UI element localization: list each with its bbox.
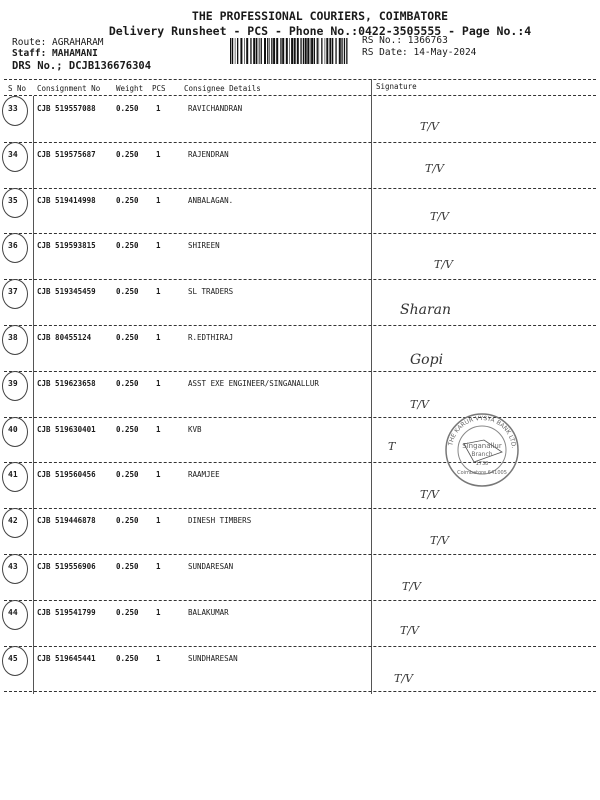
table-top-rule [4, 79, 596, 80]
row-weight: 0.250 [116, 195, 139, 205]
row-consignee: R.EDTHIRAJ [188, 333, 234, 342]
route-label: Route: AGRAHARAM [12, 37, 104, 48]
row-divider [4, 646, 596, 647]
row-consignment-no: CJB 519557088 [37, 104, 96, 113]
table-row [0, 196, 600, 242]
col-header-weight: Weight [116, 84, 144, 93]
row-sno: 35 [8, 195, 18, 205]
row-weight: 0.250 [116, 378, 139, 388]
staff-label: Staff: MAHAMANI [12, 48, 98, 59]
row-consignee: DINESH TIMBERS [188, 516, 252, 526]
row-sno: 37 [8, 287, 18, 297]
row-consignee: RAVICHANDRAN [188, 104, 243, 113]
row-weight: 0.250 [116, 424, 139, 434]
row-weight: 0.250 [116, 607, 139, 617]
col-header-signature: Signature [376, 82, 417, 91]
col-header-sno: S No [8, 84, 27, 93]
signature-mark: T/V [434, 258, 453, 271]
row-consignee: KVB [188, 424, 202, 434]
row-pcs: 1 [156, 378, 161, 388]
row-sno: 44 [8, 607, 18, 617]
row-consignment-no: CJB 80455124 [37, 333, 92, 342]
col-header-consignment: Consignment No [37, 84, 101, 93]
signature-mark: T/V [400, 624, 419, 637]
row-sno: 34 [8, 149, 18, 159]
row-divider [4, 691, 596, 692]
row-pcs: 1 [156, 653, 161, 663]
runsheet-subtitle: Delivery Runsheet - PCS - Phone No.:0422-3505555 - Page No.:4 [108, 24, 532, 38]
row-consignee: SUNDARESAN [188, 562, 234, 571]
row-pcs: 1 [156, 104, 161, 113]
row-consignment-no: CJB 519560456 [37, 470, 96, 480]
signature-mark: T/V [420, 120, 439, 133]
table-row [0, 104, 600, 150]
drs-number: DRS No.; DCJB136676304 [12, 60, 152, 72]
row-consignee: ASST EXE ENGINEER/SINGANALLUR [188, 378, 319, 388]
row-consignment-no: CJB 519575687 [37, 149, 96, 159]
row-consignee: SHIREEN [188, 241, 220, 251]
row-consignment-no: CJB 519414998 [37, 195, 96, 205]
table-row [0, 333, 600, 379]
row-divider [4, 554, 596, 555]
signature-mark: T/V [402, 580, 421, 593]
signature-mark: T/V [430, 534, 449, 547]
row-divider [4, 188, 596, 189]
row-pcs: 1 [156, 470, 161, 480]
row-divider [4, 508, 596, 509]
row-weight: 0.250 [116, 562, 139, 571]
row-sno: 45 [8, 653, 18, 663]
row-pcs: 1 [156, 516, 161, 526]
row-pcs: 1 [156, 195, 161, 205]
table-row [0, 516, 600, 562]
bank-stamp-icon [444, 412, 520, 488]
row-pcs: 1 [156, 241, 161, 251]
row-consignee: SL TRADERS [188, 287, 234, 297]
stamp-branch-label: Branch [471, 451, 493, 458]
rs-number: RS No.: 1366763 [362, 35, 448, 46]
stamp-arc-text: THE KARUR VYSYA BANK LTD. [447, 414, 517, 449]
table-row [0, 608, 600, 654]
row-consignee: RAAMJEE [188, 470, 220, 480]
row-pcs: 1 [156, 333, 161, 342]
row-sno: 33 [8, 104, 18, 113]
row-divider [4, 325, 596, 326]
row-sno: 38 [8, 333, 18, 342]
row-pcs: 1 [156, 287, 161, 297]
row-divider [4, 142, 596, 143]
row-weight: 0.250 [116, 470, 139, 480]
row-weight: 0.250 [116, 333, 139, 342]
signature-mark: T/V [410, 398, 429, 411]
signature-mark: T/V [420, 488, 439, 501]
table-row [0, 654, 600, 700]
row-weight: 0.250 [116, 653, 139, 663]
row-consignment-no: CJB 519556906 [37, 562, 96, 571]
signature-mark: T/V [425, 162, 444, 175]
stamp-code: 1738 [475, 461, 489, 467]
barcode-icon [230, 38, 350, 64]
row-consignment-no: CJB 519593815 [37, 241, 96, 251]
row-pcs: 1 [156, 424, 161, 434]
row-consignment-no: CJB 519541799 [37, 607, 96, 617]
col-header-consignee: Consignee Details [184, 84, 261, 93]
stamp-branch: Singanallur [462, 442, 502, 450]
row-weight: 0.250 [116, 104, 139, 113]
signature-mark: Gopi [410, 352, 444, 368]
signature-mark: Sharan [400, 302, 452, 318]
row-sno: 40 [8, 424, 18, 434]
row-divider [4, 371, 596, 372]
row-consignment-no: CJB 519645441 [37, 653, 96, 663]
row-pcs: 1 [156, 149, 161, 159]
table-row [0, 562, 600, 608]
row-divider [4, 233, 596, 234]
row-consignee: BALAKUMAR [188, 607, 229, 617]
table-row [0, 150, 600, 196]
row-sno: 41 [8, 470, 18, 480]
row-consignment-no: CJB 519630401 [37, 424, 96, 434]
stamp-city: Coimbatore 641005 [457, 470, 507, 476]
header-bottom-rule [4, 95, 596, 96]
row-weight: 0.250 [116, 516, 139, 526]
row-consignee: ANBALAGAN. [188, 195, 234, 205]
row-sno: 36 [8, 241, 18, 251]
row-pcs: 1 [156, 607, 161, 617]
row-sno: 43 [8, 562, 18, 571]
row-pcs: 1 [156, 562, 161, 571]
row-sno: 39 [8, 378, 18, 388]
row-sno: 42 [8, 516, 18, 526]
signature-mark: T/V [430, 210, 449, 223]
row-weight: 0.250 [116, 287, 139, 297]
row-weight: 0.250 [116, 149, 139, 159]
table-row [0, 241, 600, 287]
row-consignment-no: CJB 519623658 [37, 378, 96, 388]
row-consignee: SUNDHARESAN [188, 653, 238, 663]
signature-mark: T [388, 440, 396, 453]
company-title: THE PROFESSIONAL COURIERS, COIMBATORE [191, 9, 449, 23]
table-row [0, 287, 600, 333]
signature-mark: T/V [394, 672, 413, 685]
row-divider [4, 600, 596, 601]
row-divider [4, 279, 596, 280]
row-weight: 0.250 [116, 241, 139, 251]
col-header-pcs: PCS [152, 84, 166, 93]
rs-date: RS Date: 14-May-2024 [362, 47, 477, 58]
row-consignment-no: CJB 519345459 [37, 287, 96, 297]
row-consignment-no: CJB 519446878 [37, 516, 96, 526]
row-consignee: RAJENDRAN [188, 149, 229, 159]
